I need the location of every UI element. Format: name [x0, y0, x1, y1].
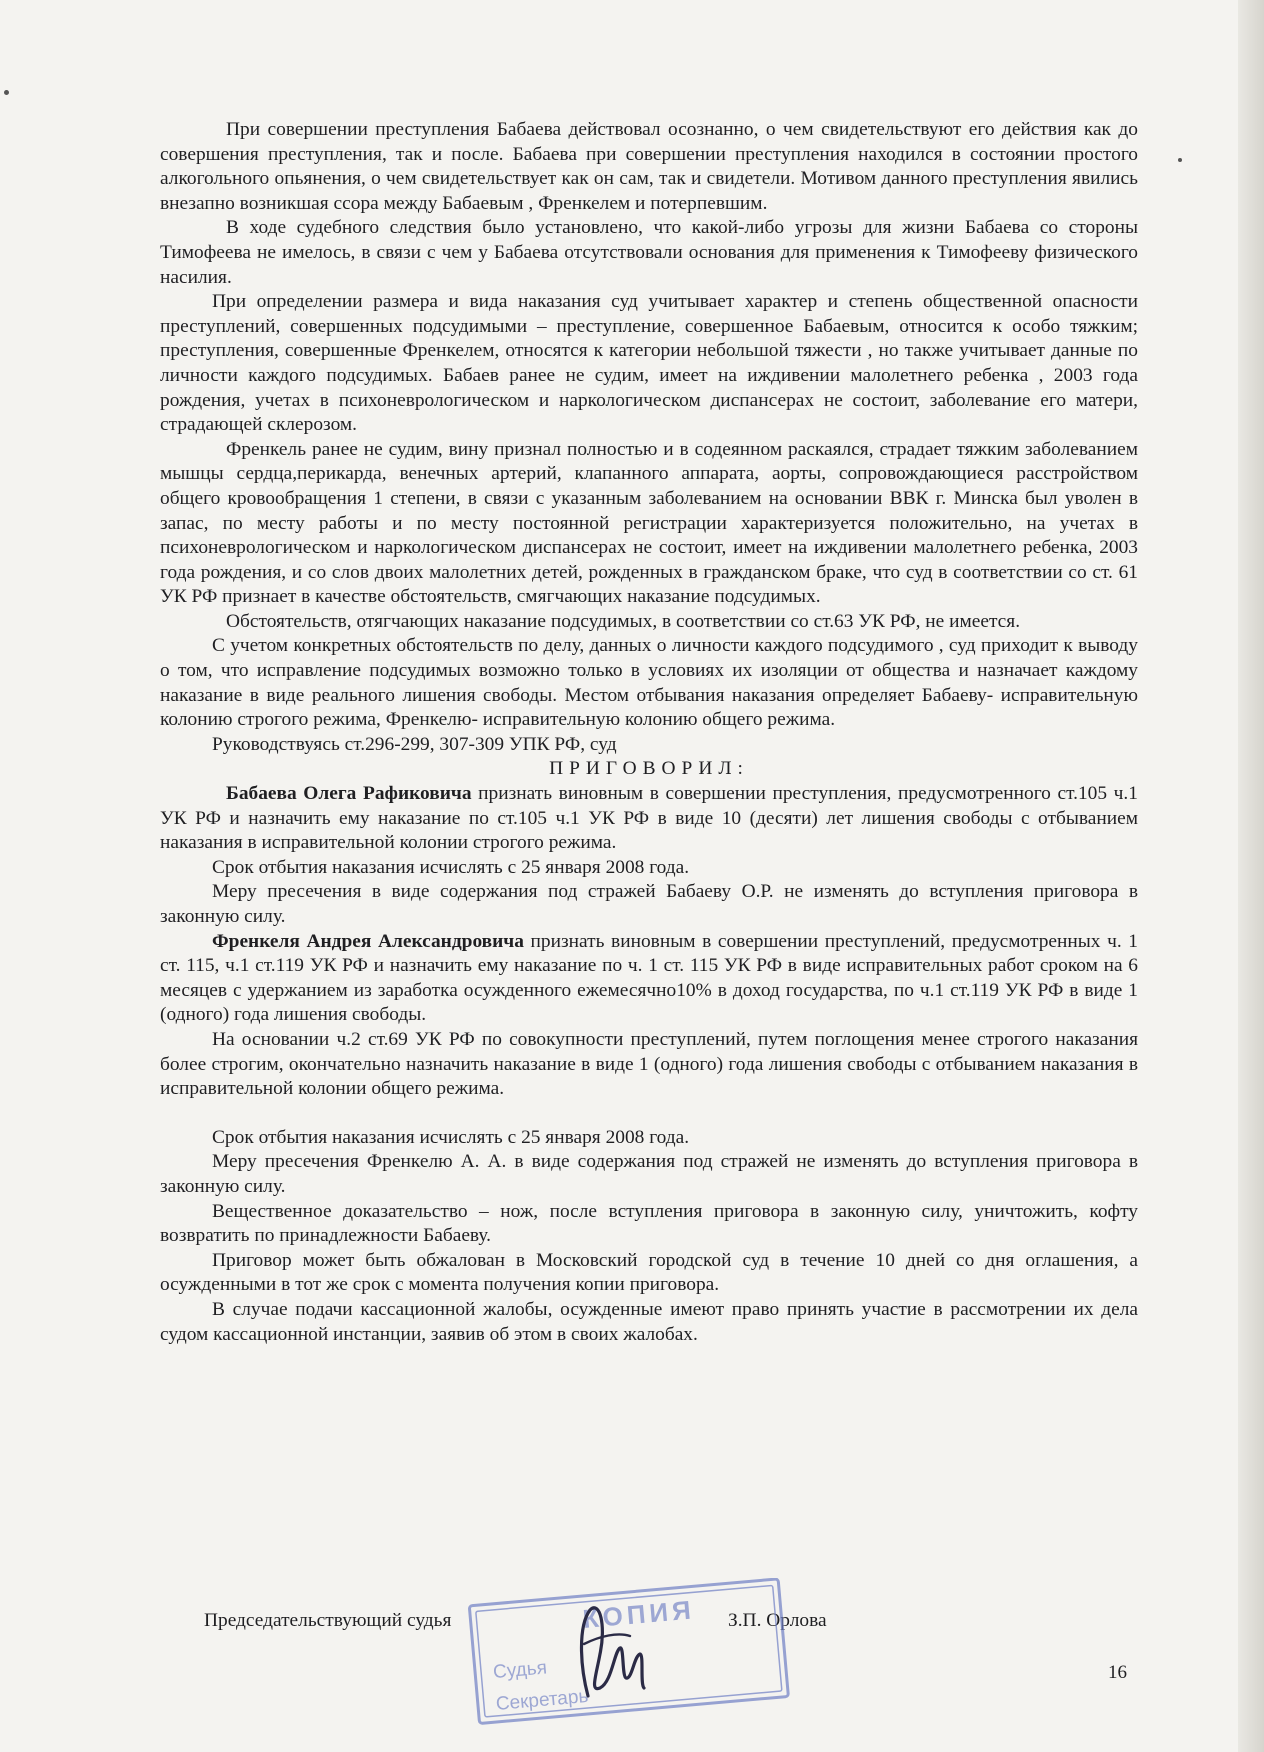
verdict-babaev-measure: Меру пресечения в виде содержания под стражей Бабаеву О.Р. не изменять до вступления приговора в законную силу. [160, 881, 1138, 927]
verdict-heading: ПРИГОВОРИЛ: [549, 758, 749, 780]
verdict-frenkel-total: На основании ч.2 ст.69 УК РФ по совокупности преступлений, путем поглощения менее строгого наказания более строгим, окончательно назначить наказание в виде 1 (одного) года лишения свободы с отбыванием наказания в исправительной колонии общего режима. [160, 1028, 1138, 1100]
signature-name: З.П. Орлова [728, 1610, 827, 1631]
paragraph-aggravating: Обстоятельств, отягчающих наказание подсудимых, в соответствии со ст.63 УК РФ, не имеется. [226, 610, 1021, 632]
defendant-name-babaev: Бабаева Олега Рафиковича [226, 783, 472, 805]
stamp-title: КОПИЯ [581, 1594, 696, 1635]
verdict-babaev-term: Срок отбытия наказания исчислять с 25 января 2008 года. [212, 856, 690, 878]
signature-role: Председательствующий судья [204, 1610, 452, 1631]
stamp-secretary: Секретарь [495, 1685, 590, 1715]
paragraph-frenkel-character: Френкель ранее не судим, вину признал полностью и в содеянном раскаялся, страдает тяжким заболеванием мышцы сердца,перикарда, венечных артерий, клапанного аппарата, аорты, сопровождающиеся расстройством общего кровообращения 1 степени, в связи с указанным заболеванием на основании ВВК г. Минска был уволен в запас, по месту работы и по месту постоянной регистрации характеризуется положительно, на учетах в психоневрологическом и наркологическом диспансерах не состоит, имеет на иждивении малолетнего ребенка, 2003 года рождения, и со слов двоих малолетних детей, рожденных в гражданском браке, что суд в соответствии со ст. 61 УК РФ признает в качестве обстоятельств, смягчающих наказание подсудимых. [160, 438, 1138, 608]
paragraph-evidence: Вещественное доказательство – нож, после вступления приговора в законную силу, уничтожить, кофту возвратить по принадлежности Бабаеву. [160, 1200, 1138, 1247]
paragraph-no-threat: В ходе судебного следствия было установлено, что какой-либо угрозы для жизни Бабаева со стороны Тимофеева не имелось, в связи с чем у Бабаева отсутствовали основания для применения к Тимофееву физического насилия. [160, 217, 1138, 288]
verdict-frenkel-measure: Меру пресечения Френкелю А. А. в виде содержания под стражей не изменять до вступления приговора в законную силу. [160, 1151, 1138, 1197]
defendant-name-frenkel: Френкеля Андрея Александровича [212, 930, 524, 952]
stamp-judge: Судья [492, 1657, 548, 1684]
paragraph-motive: При совершении преступления Бабаева действовал осознанно, о чем свидетельствуют его действия как до совершения преступления, так и после. Бабаева при совершении преступления находился в состоянии простого алкогольного опьянения, о чем свидетельствует как он сам, так и свидетели. Мотивом данного преступления явились внезапно возникшая ссора между Бабаевым , Френкелем и потерпевшим. [160, 119, 1138, 214]
judge-signature [560, 1596, 670, 1706]
paragraph-cassation: В случае подачи кассационной жалобы, осужденные имеют право принять участие в рассмотрении их дела судом кассационной инстанции, заявив об этом в своих жалобах. [160, 1298, 1138, 1345]
verdict-frenkel-text: признать виновным в совершении преступлений, предусмотренных ч. 1 ст. 115, ч.1 ст.119 УК РФ и назначить ему наказание по ч. 1 ст. 115 УК РФ в виде исправительных работ сроком на 6 месяцев с удержанием из заработка осужденного ежемесячно10% в доход государства, по ч.1 ст.119 УК РФ в виде 1 (одного) года лишения свободы. [160, 930, 1138, 1026]
paragraph-legal-basis: Руководствуясь ст.296-299, 307-309 УПК РФ, суд [212, 733, 617, 755]
scan-speck [4, 90, 9, 95]
document-body [160, 118, 1138, 1347]
scan-edge-shadow [1238, 0, 1264, 1752]
paragraph-sentencing-factors: При определении размера и вида наказания суд учитывает характер и степень общественной опасности преступлений, совершенных подсудимыми – преступление, совершенное Бабаевым, относится к особо тяжким; преступления, совершенные Френкелем, относятся к категории небольшой тяжести , но также учитывает данные по личности каждого подсудимых. Бабаев ранее не судим, имеет на иждивении малолетнего ребенка , 2003 года рождения, учетах в психоневрологическом и наркологическом диспансерах не состоит, заболевание его матери, страдающей склерозом. [160, 291, 1138, 436]
verdict-babaev [160, 782, 1138, 856]
scan-speck [1178, 158, 1182, 162]
page-number: 16 [1108, 1662, 1127, 1683]
paragraph-appeal: Приговор может быть обжалован в Московский городской суд в течение 10 дней со дня оглашения, а осужденными в тот же срок с момента получения копии приговора. [160, 1249, 1138, 1296]
verdict-babaev-text: признать виновным в совершении преступления, предусмотренного ст.105 ч.1 УК РФ и назначить ему наказание по ст.105 ч.1 УК РФ в виде 10 (десяти) лет лишения свободы с отбыванием наказания в исправительной колонии строгого режима. [160, 783, 1138, 854]
paragraph-gap [160, 1102, 1138, 1126]
verdict-frenkel-term: Срок отбытия наказания исчислять с 25 января 2008 года. [212, 1126, 690, 1148]
paragraph-conclusion: С учетом конкретных обстоятельств по делу, данных о личности каждого подсудимого , суд приходит к выводу о том, что исправление подсудимых возможно только в условиях их изоляции от общества и назначает каждому наказание в виде реального лишения свободы. Местом отбывания наказания определяет Бабаеву- исправительную колонию строгого режима, Френкелю- исправительную колонию общего режима. [160, 635, 1138, 731]
verdict-frenkel [160, 930, 1138, 1028]
